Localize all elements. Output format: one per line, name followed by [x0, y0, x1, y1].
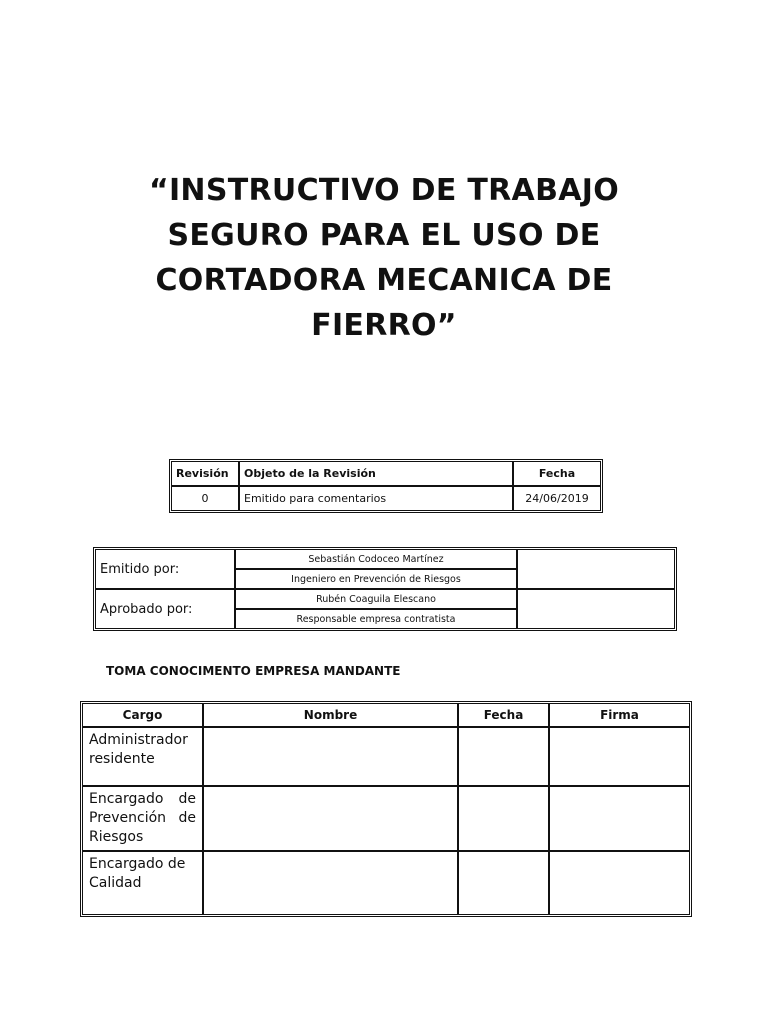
fecha-cell	[458, 727, 549, 786]
emission-table	[93, 547, 677, 631]
nombre-cell	[203, 727, 458, 786]
header-fecha: Fecha	[513, 461, 601, 486]
revision-objeto: Emitido para comentarios	[239, 486, 513, 511]
cargo-cell: Administrador residente	[82, 727, 203, 786]
emitido-name: Sebastián Codoceo Martínez	[235, 549, 517, 569]
firma-cell	[549, 851, 690, 915]
fecha-cell	[458, 851, 549, 915]
table-row	[82, 786, 690, 851]
nombre-cell	[203, 851, 458, 915]
cargo-cell: Encargado de Calidad	[82, 851, 203, 915]
aprobado-label: Aprobado por:	[95, 589, 235, 629]
emitido-label: Emitido por:	[95, 549, 235, 589]
revision-number: 0	[171, 486, 239, 511]
nombre-cell	[203, 786, 458, 851]
header-fecha-mandante: Fecha	[458, 703, 549, 727]
firma-cell	[549, 727, 690, 786]
fecha-cell	[458, 786, 549, 851]
mandante-header-row	[82, 703, 690, 727]
header-firma: Firma	[549, 703, 690, 727]
header-cargo: Cargo	[82, 703, 203, 727]
revision-header-row	[171, 461, 601, 486]
revision-fecha: 24/06/2019	[513, 486, 601, 511]
cargo-cell: Encargado de Prevención de Riesgos	[82, 786, 203, 851]
aprobado-signature-cell	[517, 589, 675, 629]
header-nombre: Nombre	[203, 703, 458, 727]
firma-cell	[549, 786, 690, 851]
table-row	[82, 851, 690, 915]
table-row	[82, 727, 690, 786]
header-revision: Revisión	[171, 461, 239, 486]
header-objeto: Objeto de la Revisión	[239, 461, 513, 486]
mandante-table	[80, 701, 692, 917]
section-title: TOMA CONOCIMENTO EMPRESA MANDANTE	[106, 664, 401, 678]
aprobado-name: Rubén Coaguila Elescano	[235, 589, 517, 609]
revision-table	[169, 459, 603, 513]
emitido-role: Ingeniero en Prevención de Riesgos	[235, 569, 517, 589]
document-title: “INSTRUCTIVO DE TRABAJO SEGURO PARA EL USO DE CORTADORA MECANICA DE FIERRO”	[148, 173, 620, 343]
emitido-signature-cell	[517, 549, 675, 589]
aprobado-role: Responsable empresa contratista	[235, 609, 517, 629]
revision-row	[171, 486, 601, 511]
